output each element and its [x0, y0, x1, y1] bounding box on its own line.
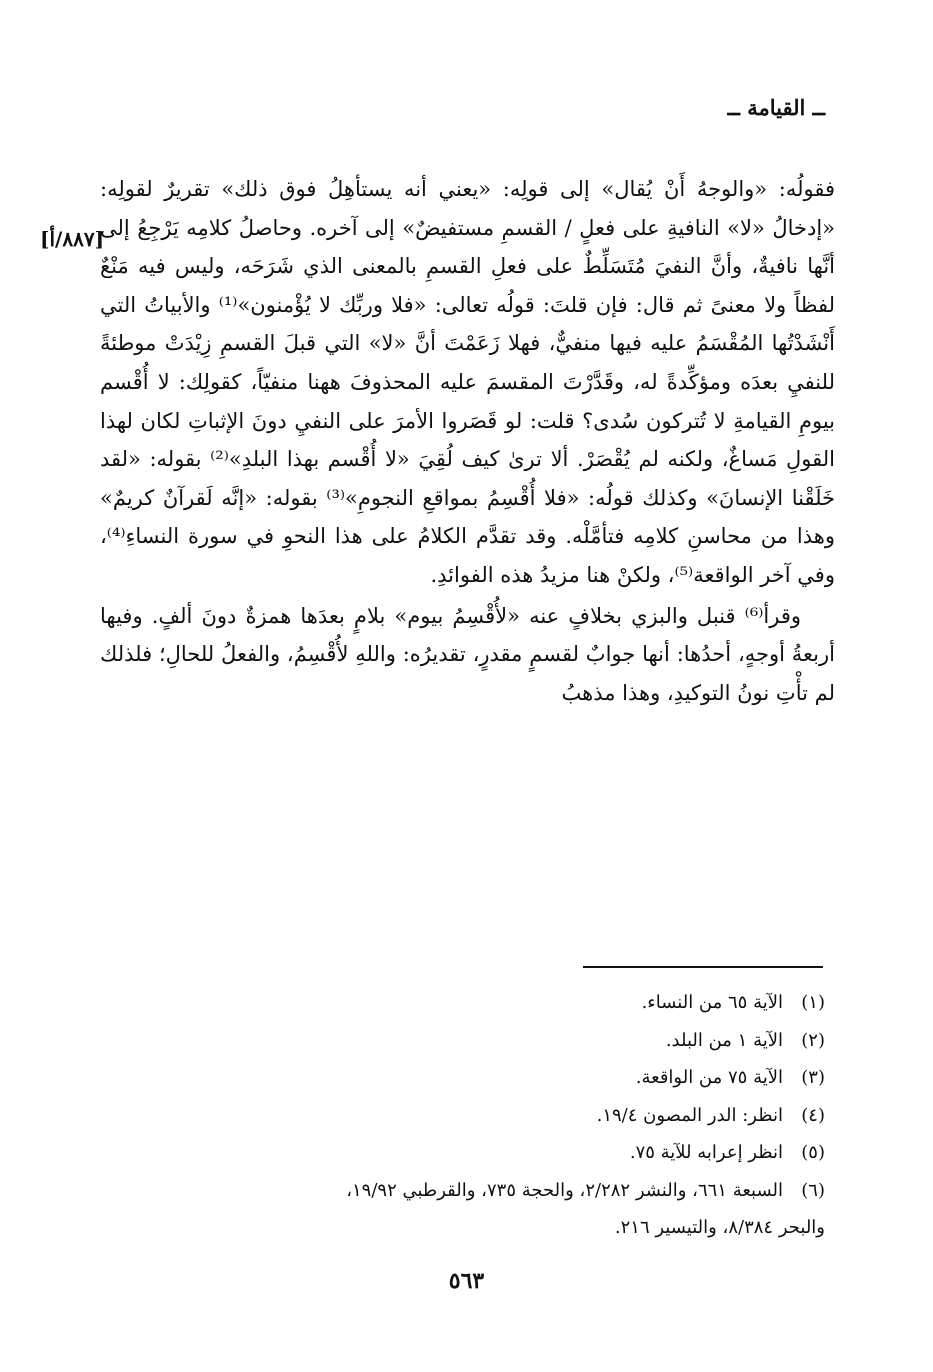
- footnote-separator: [583, 966, 823, 968]
- footnote-text: الآية ١ من البلد.: [665, 1029, 783, 1051]
- footnote-number: (٣): [801, 1067, 825, 1088]
- running-title: ــ القيامة ــ: [727, 95, 825, 120]
- footnote-number: (٢): [801, 1029, 825, 1051]
- footnote-number: (٥): [801, 1142, 825, 1163]
- footnote-item: [120, 1097, 825, 1135]
- footnote-item: [120, 1059, 825, 1097]
- manuscript-folio-reference: [٨٨٧/أ]: [40, 227, 105, 251]
- footnote-text: انظر إعرابه للآية ٧٥.: [629, 1142, 783, 1163]
- footnote-item: [120, 1022, 825, 1060]
- footnotes-list: [120, 984, 825, 1247]
- footnote-continuation: والبحر ٨/٣٨٤، والتيسير ٢١٦.: [614, 1217, 825, 1238]
- footnote-item: [120, 1134, 825, 1172]
- paragraph-1: فقولُه: «والوجهُ أَنْ يُقال» إلى قولِه: «يعني أنه يستأهِلُ فوق ذلك» تقريرٌ لقولِه: «إدخالُ «لا» النافيةِ على فعلٍ / القسمِ مستفيضٌ» إلى آخره. وحاصلُ كلامِه يَرْجِعُ إلى أنَّها نافيةٌ، وأنَّ النفيَ مُتَسَلِّطٌ على فعلِ القسمِ بالمعنى الذي شَرَحَه، وليس فيه مَنْعٌ لفظاً ولا معنىً ثم قال: فإن قلتَ: قولُه تعالى: «فلا وربِّك لا يُؤْمنون»⁽¹⁾ والأبياتُ التي أَنْشَدْتُها المُقْسَمُ عليه فيها منفيٌّ، فهلا زَعَمْتَ أنَّ «لا» التي قبلَ القسمِ زِيْدَتْ موطئةً للنفيِ بعدَه ومؤكِّدةً له، وقَدَّرْتَ المقسمَ عليه المحذوفَ ههنا منفيّاً، كقولِك: لا أُقْسم بيومِ القيامةِ لا تُتركون سُدى؟ قلت: لو قَصَروا الأمرَ على النفيِ دونَ الإثباتِ لكان لهذا القولِ مَساغٌ، ولكنه لم يُقْصَرْ. ألا ترىٰ كيف لُقِيَ «لا أُقْسم بهذا البلدِ»⁽²⁾ بقوله: «لقد خَلَقْنا الإنسانَ» وكذلك قولُه: «فلا أُقْسِمُ بمواقعِ النجومِ»⁽³⁾ بقوله: «إنَّه لَقرآنٌ كريمٌ» وهذا من محاسنِ كلامِه فتأمَّلْه. وقد تقدَّم الكلامُ على هذا النحوِ في سورة النساءِ⁽⁴⁾، وفي آخر الواقعة⁽⁵⁾، ولكنْ هنا مزيدُ هذه الفوائدِ.: [100, 177, 836, 587]
- footnote-number: (٤): [801, 1104, 825, 1126]
- footnote-text: الآية ٦٥ من النساء.: [641, 992, 783, 1013]
- footnote-item: [120, 984, 825, 1022]
- footnote-text: انظر: الدر المصون ١٩/٤.: [596, 1104, 783, 1126]
- footnote-number: (٦): [801, 1179, 825, 1201]
- main-text: [100, 170, 835, 712]
- page-number: ٥٦٣: [448, 1268, 485, 1294]
- footnote-number: (١): [801, 992, 825, 1013]
- paragraph-2: وقرأ⁽⁶⁾ قنبل والبزي بخلافٍ عنه «لأُقْسِمُ بيوم» بلامٍ بعدَها همزةٌ دونَ ألفٍ. وفيها أربعةُ أوجهٍ، أحدُها: أنها جوابٌ لقسمٍ مقدرٍ، تقديرُه: واللهِ لأُقْسِمُ، والفعلُ للحالِ؛ فلذلك لم تأْتِ نونُ التوكيدِ، وهذا مذهبُ: [100, 603, 835, 705]
- footnote-text: الآية ٧٥ من الواقعة.: [635, 1067, 783, 1088]
- footnote-text: السبعة ٦٦١، والنشر ٢/٢٨٢، والحجة ٧٣٥، والقرطبي ١٩/٩٢،: [346, 1179, 783, 1201]
- footnote-item: [120, 1172, 825, 1210]
